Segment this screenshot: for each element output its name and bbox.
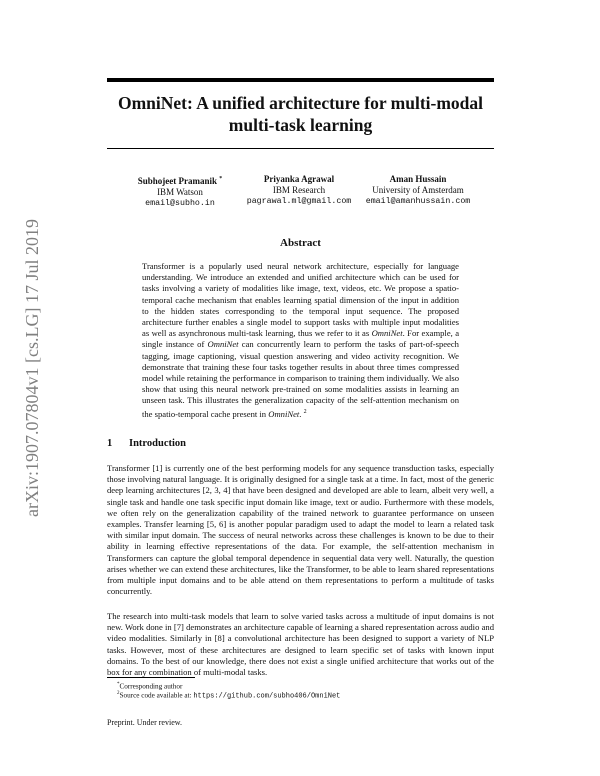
abstract-text: can concurrently learn to perform the tasks of part-of-speech tagging, image captioning, visual question answering and video activity recognition. We demonstrate that training these four tasks together results in about three times compressed model while retaining the performance in comparison to training them individually. We also show that using this neural network pre-trained on some modalities assists in learning an unseen task. This illustrates the generalization capacity of the self-attention mechanism on the spatio-temporal cache present in [142, 339, 459, 419]
footnote-text: Corresponding author [119, 682, 183, 691]
abstract-emphasis: OmniNet [371, 328, 403, 339]
abstract-emphasis: OmniNet [268, 408, 300, 419]
footnote-2 [117, 689, 340, 701]
footnote-rule [107, 677, 195, 678]
abstract-heading: Abstract [280, 237, 321, 249]
title-bottom-rule [107, 148, 494, 149]
author-affiliation: IBM Research [272, 185, 326, 195]
abstract-text: . [299, 408, 304, 419]
footnote-mark: * [117, 682, 120, 687]
abstract-text: Transformer is a popularly used neural network architecture, especially for language understanding. We introduce an extended and unified architecture which can be used for tasks involving a variety of modalities like image, text, videos, etc. We propose a spatio-temporal cache mechanism that enables learning spatial dimension of the input in addition to the hidden states corresponding to the temporal input sequence. The proposed architecture further enables a single model to support tasks with multiple input modalities as well as asynchronous multi-task learning, thus we refer to it as [142, 261, 459, 339]
intro-paragraph-2: The research into multi-task models that learn to solve varied tasks across a multitude of input domains is not new. Work done in [7] demonstrates an architecture capable of learning a shared representation across audio and video modalities. Similarly in [8] a convolutional architecture has been designed to support a variety of NLP tasks. However, most of these architectures are designed to learn specific set of tasks with known input domains. To the best of our knowledge, there does not exist a single unified architecture that works out of the box for any combination of multi-modal tasks. [107, 611, 494, 678]
paper-title [107, 92, 494, 136]
abstract-text: . For example, a single instance of [142, 328, 460, 350]
author-name: Subhojeet Pramanik [137, 176, 217, 186]
author-affiliation: University of Amsterdam [372, 185, 464, 195]
footnote-text: Source code available at: [119, 691, 194, 700]
section-title: Introduction [129, 438, 186, 449]
author-email: email@subho.in [145, 199, 215, 208]
title-line-2: multi-task learning [228, 115, 373, 135]
intro-paragraph-1: Transformer [1] is currently one of the best performing models for any sequence transduction tasks, especially those involving natural language. It is originally designed for a single task at a time. In fact, most of the generic deep learning architectures [2, 3, 4] that have been designed and developed are able to learn, albeit very well, a single task and handle one task specific input domain like image, text or audio. Furthermore with these models, we often rely on the generalization capability of the trained network to guarantee performance on unseen examples. Transfer learning [5, 6] is another popular paradigm used to adapt the model to learn a related task with similar input domain. The success of neural networks across these challenges is known to be due to their ability in learning effective representations of the data. For example, the self-attention mechanism in Transformers can capture the global temporal dependence in sequential data very well. Naturally, the question arises whether we can extend these architectures, like the Transformer, to be able to learn shared representations from multiple input domains and to be able attend on them representations to perform a multitude of tasks concurrently. [107, 463, 494, 597]
author-email: pagrawal.ml@gmail.com [246, 197, 352, 206]
author-name: Aman Hussain [389, 174, 447, 184]
title-line-1: OmniNet: A unified architecture for multi-modal [117, 93, 484, 113]
source-code-link[interactable]: https://github.com/subho406/OmniNet [193, 692, 341, 701]
preprint-notice: Preprint. Under review. [107, 718, 183, 727]
footnote-mark: 2 [117, 691, 120, 696]
section-number: 1 [107, 438, 113, 449]
author-block-3 [348, 174, 488, 207]
author-footnote-mark: * [219, 176, 223, 182]
section-heading [107, 438, 186, 449]
author-email: email@amanhussain.com [365, 197, 471, 206]
abstract-body [142, 261, 459, 420]
author-affiliation: IBM Watson [157, 187, 203, 197]
arxiv-identifier: arXiv:1907.07804v1 [cs.LG] 17 Jul 2019 [22, 219, 42, 517]
author-name: Priyanka Agrawal [263, 174, 335, 184]
footnote-reference: 2 [303, 408, 307, 415]
abstract-emphasis: OmniNet [207, 339, 239, 350]
title-top-rule [107, 78, 494, 82]
